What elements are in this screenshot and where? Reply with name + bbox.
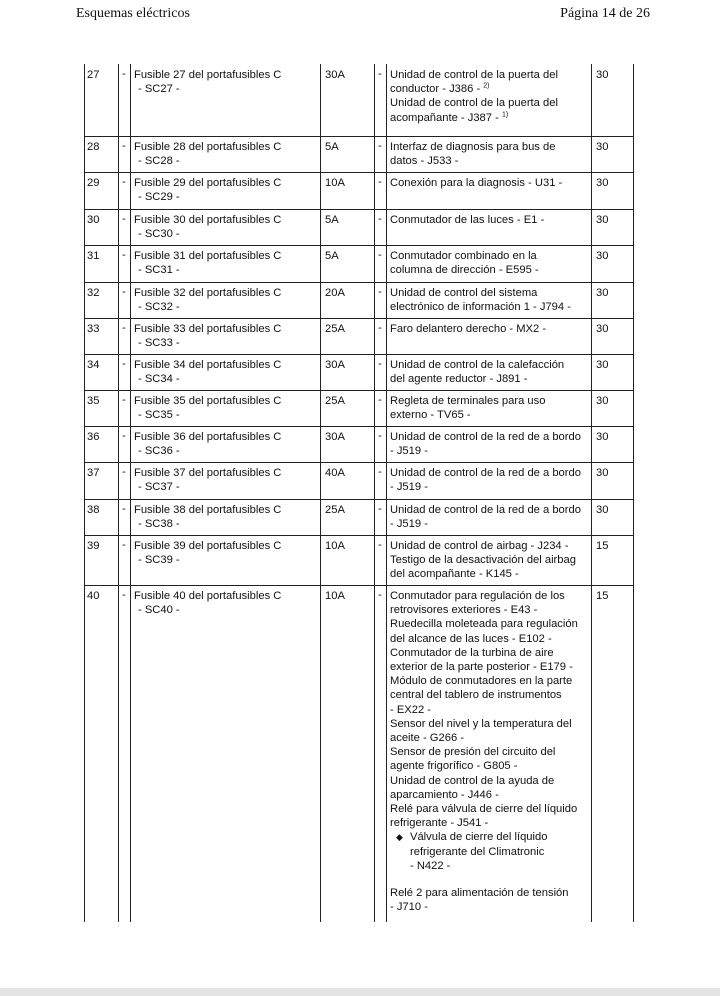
description-text: Conexión para la diagnosis - U31 - xyxy=(390,177,563,189)
description-line xyxy=(390,816,578,830)
position-marker: - xyxy=(378,589,382,601)
description-text: Regleta de terminales para uso xyxy=(390,395,546,407)
consumer-description xyxy=(390,503,581,531)
description-text: - J519 - xyxy=(390,445,428,458)
position-marker: - xyxy=(122,358,126,370)
fuse-amperage: 5A xyxy=(325,214,339,226)
description-line xyxy=(390,703,578,717)
description-text: - J519 - xyxy=(390,518,428,531)
terminal-number: 30 xyxy=(596,504,609,516)
consumer-description xyxy=(390,466,581,494)
description-text: del agente reductor - J891 - xyxy=(390,373,528,386)
consumer-description xyxy=(390,539,576,582)
fuse-designation-line: - SC29 - xyxy=(138,191,180,204)
description-text: aceite - G266 - xyxy=(390,732,464,745)
fuse-designation xyxy=(134,394,281,422)
consumer-description xyxy=(390,176,562,190)
description-line xyxy=(390,553,576,567)
description-line xyxy=(390,632,578,646)
description-text: - N422 - xyxy=(410,859,451,872)
column-rule xyxy=(386,64,387,922)
description-text: retrovisores exteriores - E43 - xyxy=(390,604,538,617)
position-marker: - xyxy=(122,539,126,551)
description-line xyxy=(390,140,555,154)
position-marker: - xyxy=(378,503,382,515)
description-line xyxy=(390,802,578,816)
description-text: Válvula de cierre del líquido xyxy=(410,831,548,844)
consumer-description xyxy=(390,140,555,168)
terminal-number: 30 xyxy=(596,177,609,189)
fuse-designation-line: - SC36 - xyxy=(138,445,180,458)
consumer-description xyxy=(390,286,571,314)
terminal-number: 30 xyxy=(596,395,609,407)
fuse-designation-line: - SC32 - xyxy=(138,301,180,314)
position-marker: - xyxy=(378,176,382,188)
description-line xyxy=(390,567,576,581)
description-line xyxy=(390,213,544,227)
terminal-number: 30 xyxy=(596,141,609,153)
fuse-designation-line: Fusible 32 del portafusibles C xyxy=(134,287,282,299)
consumer-description xyxy=(390,249,539,277)
position-marker: - xyxy=(122,176,126,188)
fuse-amperage: 30A xyxy=(325,69,345,81)
consumer-description xyxy=(390,213,544,227)
description-line xyxy=(390,745,578,759)
fuse-number: 38 xyxy=(87,504,100,516)
description-text: Ruedecilla moleteada para regulación xyxy=(390,618,578,631)
column-rule xyxy=(633,64,634,922)
description-line xyxy=(390,372,564,386)
fuse-amperage: 25A xyxy=(325,504,345,516)
fuse-number: 33 xyxy=(87,323,100,335)
fuse-amperage: 25A xyxy=(325,323,345,335)
consumer-description xyxy=(390,430,581,458)
position-marker: - xyxy=(122,503,126,515)
terminal-number: 30 xyxy=(596,359,609,371)
fuse-amperage: 5A xyxy=(325,250,339,262)
description-line xyxy=(390,263,539,277)
fuse-designation-line: Fusible 37 del portafusibles C xyxy=(134,467,282,479)
fuse-designation-line: - SC28 - xyxy=(138,155,180,168)
terminal-number: 30 xyxy=(596,287,609,299)
description-line xyxy=(390,503,581,517)
page-number: Página 14 de 26 xyxy=(560,6,650,21)
fuse-designation-line: Fusible 28 del portafusibles C xyxy=(134,141,282,153)
position-marker: - xyxy=(378,394,382,406)
description-text: conductor - J386 - xyxy=(390,83,484,96)
fuse-amperage: 20A xyxy=(325,287,345,299)
row-rule xyxy=(84,136,634,137)
fuse-designation-line: Fusible 30 del portafusibles C xyxy=(134,214,282,226)
position-marker: - xyxy=(378,466,382,478)
column-rule xyxy=(320,64,321,922)
description-text: central del tablero de instrumentos xyxy=(390,689,562,702)
consumer-description xyxy=(390,394,545,422)
position-marker: - xyxy=(122,68,126,80)
fuse-designation xyxy=(134,466,281,494)
fuse-number: 30 xyxy=(87,214,100,226)
fuse-designation-line: Fusible 35 del portafusibles C xyxy=(134,395,282,407)
column-rule xyxy=(130,64,131,922)
description-text: Sensor de presión del circuito del xyxy=(390,746,556,759)
fuse-designation xyxy=(134,249,281,277)
fuse-designation-line: - SC34 - xyxy=(138,373,180,386)
fuse-designation-line: - SC35 - xyxy=(138,409,180,422)
consumer-description xyxy=(390,358,564,386)
column-rule xyxy=(118,64,119,922)
description-line xyxy=(390,466,581,480)
description-line xyxy=(390,517,581,531)
fuse-designation-line: Fusible 36 del portafusibles C xyxy=(134,431,282,443)
consumer-description xyxy=(390,322,546,336)
page-bottom-edge xyxy=(0,988,720,996)
fuse-amperage: 10A xyxy=(325,590,345,602)
description-text: Conmutador combinado en la xyxy=(390,250,537,262)
description-text: Conmutador de la turbina de aire xyxy=(390,646,554,659)
terminal-number: 15 xyxy=(596,540,609,552)
description-text: - EX22 - xyxy=(390,703,432,716)
fuse-amperage: 5A xyxy=(325,141,339,153)
fuse-number: 36 xyxy=(87,431,100,443)
fuse-designation-line: Fusible 34 del portafusibles C xyxy=(134,359,282,371)
description-text: exterior de la parte posterior - E179 - xyxy=(390,661,573,674)
description-line xyxy=(390,717,578,731)
description-line xyxy=(390,286,571,300)
description-line xyxy=(390,603,578,617)
description-text: refrigerante del Climatronic xyxy=(410,845,545,858)
fuse-amperage: 40A xyxy=(325,467,345,479)
description-text: Conmutador de las luces - E1 - xyxy=(390,214,545,226)
description-line xyxy=(390,886,578,900)
description-text: Unidad de control de airbag - J234 - xyxy=(390,540,569,552)
position-marker: - xyxy=(378,68,382,80)
description-line xyxy=(390,617,578,631)
description-text: Unidad de control del sistema xyxy=(390,287,538,299)
column-rule xyxy=(591,64,592,922)
row-rule xyxy=(84,426,634,427)
row-rule xyxy=(84,499,634,500)
fuse-number: 28 xyxy=(87,141,100,153)
fuse-designation-line: Fusible 31 del portafusibles C xyxy=(134,250,282,262)
description-text: Unidad de control de la puerta del xyxy=(390,97,558,110)
description-line xyxy=(390,358,564,372)
terminal-number: 30 xyxy=(596,323,609,335)
fuse-designation-line: - SC39 - xyxy=(138,554,180,567)
position-marker: - xyxy=(122,466,126,478)
description-line xyxy=(390,176,562,190)
terminal-number: 30 xyxy=(596,431,609,443)
description-text: Unidad de control de la red de a bordo xyxy=(390,431,581,443)
fuse-designation xyxy=(134,68,281,96)
description-line xyxy=(390,539,576,553)
fuse-number: 27 xyxy=(87,69,100,81)
description-line xyxy=(390,731,578,745)
description-line xyxy=(390,774,578,788)
terminal-number: 30 xyxy=(596,69,609,81)
description-text: Unidad de control de la calefacción xyxy=(390,359,565,371)
fuse-designation xyxy=(134,539,281,567)
description-line xyxy=(390,82,558,96)
description-text: Unidad de control de la red de a bordo xyxy=(390,504,581,516)
position-marker: - xyxy=(378,140,382,152)
description-text: externo - TV65 - xyxy=(390,409,471,422)
fuse-amperage: 10A xyxy=(325,540,345,552)
fuse-designation-line: - SC30 - xyxy=(138,228,180,241)
row-rule xyxy=(84,318,634,319)
fuse-designation xyxy=(134,589,281,617)
consumer-description xyxy=(390,68,558,125)
position-marker: - xyxy=(122,394,126,406)
description-text: del acompañante - K145 - xyxy=(390,568,519,581)
description-line xyxy=(390,68,558,82)
column-rule xyxy=(84,64,85,922)
description-line xyxy=(390,322,546,336)
fuse-amperage: 25A xyxy=(325,395,345,407)
fuse-designation-line: Fusible 39 del portafusibles C xyxy=(134,540,282,552)
description-line xyxy=(390,589,578,603)
description-text: Unidad de control de la puerta del xyxy=(390,69,558,81)
row-rule xyxy=(84,172,634,173)
fuse-number: 35 xyxy=(87,395,100,407)
description-line xyxy=(390,859,578,873)
description-text: acompañante - J387 - xyxy=(390,111,502,124)
position-marker: - xyxy=(122,430,126,442)
fuse-designation-line: - SC40 - xyxy=(138,604,180,617)
position-marker: - xyxy=(122,286,126,298)
description-line xyxy=(390,830,578,844)
fuse-designation xyxy=(134,430,281,458)
row-rule xyxy=(84,462,634,463)
description-line xyxy=(390,444,581,458)
position-marker: - xyxy=(122,249,126,261)
fuse-amperage: 30A xyxy=(325,431,345,443)
row-rule xyxy=(84,209,634,210)
fuse-designation-line: Fusible 29 del portafusibles C xyxy=(134,177,282,189)
description-text: agente frigorífico - G805 - xyxy=(390,760,518,773)
position-marker: - xyxy=(378,358,382,370)
row-rule xyxy=(84,535,634,536)
fuse-designation-line: Fusible 33 del portafusibles C xyxy=(134,323,282,335)
description-text: - J710 - xyxy=(390,901,428,914)
description-text: Conmutador para regulación de los xyxy=(390,590,565,602)
footnote-mark: 2) xyxy=(483,82,490,90)
description-text: Unidad de control de la ayuda de xyxy=(390,774,555,787)
position-marker: - xyxy=(122,140,126,152)
position-marker: - xyxy=(378,539,382,551)
position-marker: - xyxy=(378,430,382,442)
description-text: datos - J533 - xyxy=(390,155,459,168)
fuse-amperage: 10A xyxy=(325,177,345,189)
fuse-designation-line: Fusible 38 del portafusibles C xyxy=(134,504,282,516)
description-text: - J519 - xyxy=(390,481,428,494)
description-line xyxy=(390,300,571,314)
fuse-designation xyxy=(134,358,281,386)
position-marker: - xyxy=(122,589,126,601)
row-rule xyxy=(84,354,634,355)
fuse-number: 31 xyxy=(87,250,100,262)
description-text: Testigo de la desactivación del airbag xyxy=(390,554,576,567)
terminal-number: 15 xyxy=(596,590,609,602)
row-rule xyxy=(84,585,634,586)
fuse-designation-line: Fusible 40 del portafusibles C xyxy=(134,590,282,602)
description-line xyxy=(390,480,581,494)
description-line xyxy=(390,788,578,802)
description-text: columna de dirección - E595 - xyxy=(390,264,539,277)
fuse-designation-line: Fusible 27 del portafusibles C xyxy=(134,69,282,81)
description-line xyxy=(390,900,578,914)
fuse-designation-line: - SC37 - xyxy=(138,481,180,494)
description-text: Módulo de conmutadores en la parte xyxy=(390,675,573,688)
row-rule xyxy=(84,390,634,391)
footnote-mark: 1) xyxy=(501,110,509,118)
description-line xyxy=(390,249,539,263)
description-text: aparcamiento - J446 - xyxy=(390,788,499,801)
description-text: refrigerante - J541 - xyxy=(390,817,489,830)
description-line xyxy=(390,845,578,859)
row-rule xyxy=(84,282,634,283)
description-line xyxy=(390,674,578,688)
position-marker: - xyxy=(378,286,382,298)
fuse-designation xyxy=(134,503,281,531)
description-line xyxy=(390,408,545,422)
position-marker: - xyxy=(378,249,382,261)
description-line xyxy=(390,759,578,773)
column-rule xyxy=(374,64,375,922)
description-line xyxy=(390,688,578,702)
description-line xyxy=(390,660,578,674)
fuse-table xyxy=(84,64,634,922)
fuse-number: 34 xyxy=(87,359,100,371)
description-text: electrónico de información 1 - J794 - xyxy=(390,301,571,314)
description-text: del alcance de las luces - E102 - xyxy=(390,632,552,645)
terminal-number: 30 xyxy=(596,214,609,226)
fuse-designation xyxy=(134,322,281,350)
page-header xyxy=(76,6,650,26)
fuse-designation-line: - SC31 - xyxy=(138,264,180,277)
fuse-designation xyxy=(134,213,281,241)
description-text: Unidad de control de la red de a bordo xyxy=(390,467,581,479)
fuse-number: 32 xyxy=(87,287,100,299)
description-text: Sensor del nivel y la temperatura del xyxy=(390,717,572,730)
fuse-designation xyxy=(134,140,281,168)
fuse-number: 39 xyxy=(87,540,100,552)
position-marker: - xyxy=(122,322,126,334)
description-text: Relé 2 para alimentación de tensión xyxy=(390,887,569,900)
description-line xyxy=(390,430,581,444)
terminal-number: 30 xyxy=(596,467,609,479)
position-marker: - xyxy=(378,213,382,225)
fuse-number: 29 xyxy=(87,177,100,189)
description-line xyxy=(390,96,558,110)
document-title: Esquemas eléctricos xyxy=(76,6,190,21)
fuse-designation-line: - SC33 - xyxy=(138,337,180,350)
row-rule xyxy=(84,245,634,246)
fuse-designation xyxy=(134,176,281,204)
fuse-amperage: 30A xyxy=(325,359,345,371)
fuse-designation-line: - SC27 - xyxy=(138,83,180,96)
description-line xyxy=(390,394,545,408)
position-marker: - xyxy=(378,322,382,334)
fuse-designation-line: - SC38 - xyxy=(138,518,180,531)
description-line xyxy=(390,111,558,125)
description-line xyxy=(390,154,555,168)
fuse-designation xyxy=(134,286,281,314)
fuse-number: 37 xyxy=(87,467,100,479)
consumer-description xyxy=(390,589,578,914)
description-line xyxy=(390,646,578,660)
description-text: Relé para válvula de cierre del líquido xyxy=(390,803,578,816)
position-marker: - xyxy=(122,213,126,225)
fuse-number: 40 xyxy=(87,590,100,602)
bullet-diamond-icon: ◆ xyxy=(396,832,403,843)
description-text: Faro delantero derecho - MX2 - xyxy=(390,323,547,335)
terminal-number: 30 xyxy=(596,250,609,262)
description-text: Interfaz de diagnosis para bus de xyxy=(390,141,556,153)
